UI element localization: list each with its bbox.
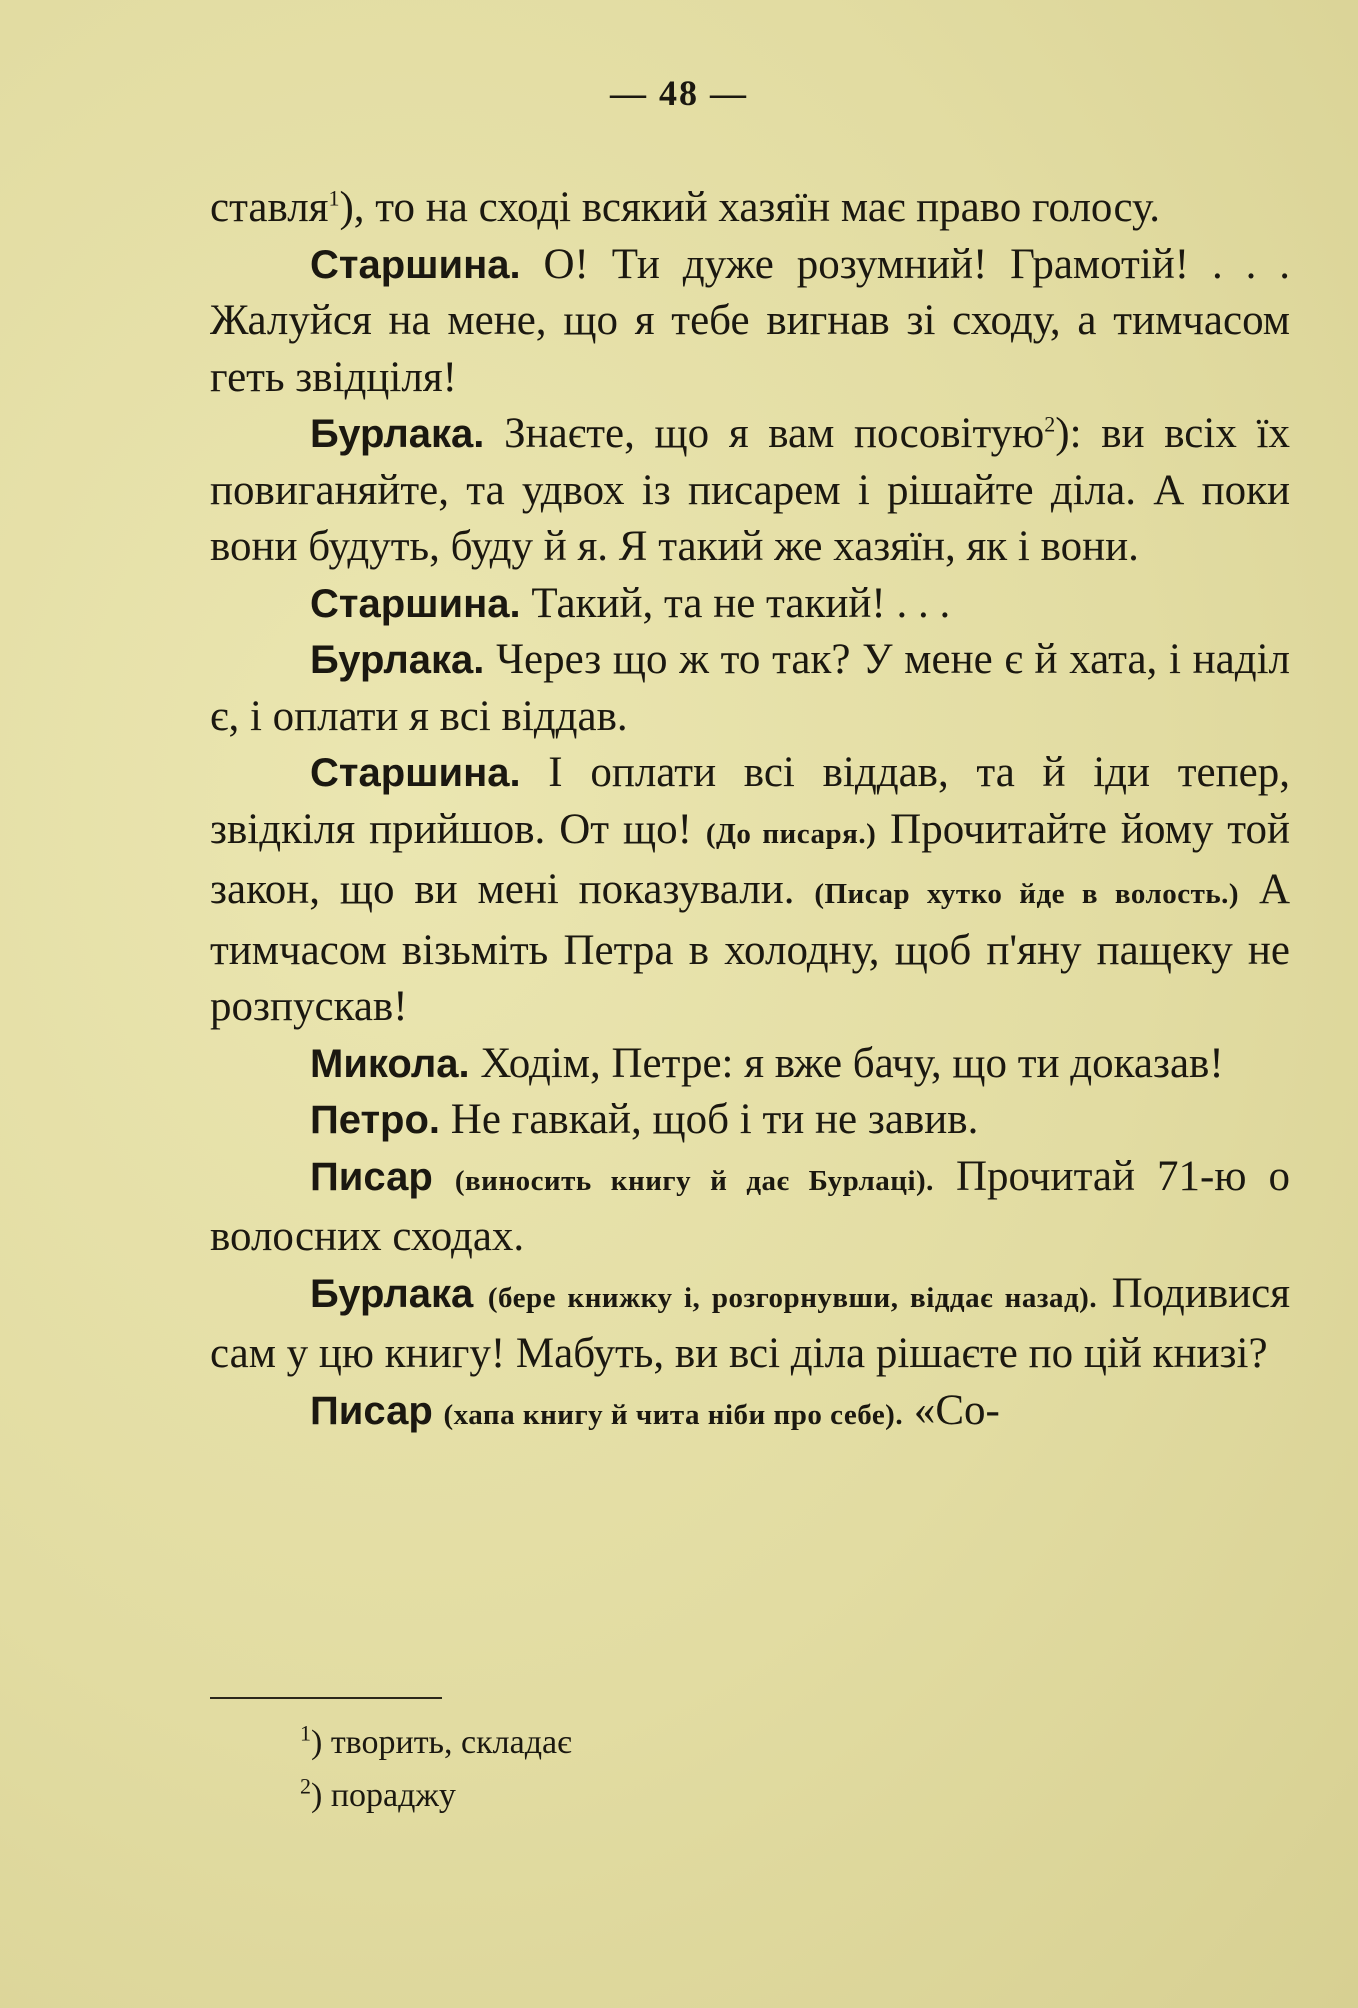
footnote-text: ) пораджу	[311, 1777, 456, 1814]
footnotes	[300, 1716, 572, 1822]
dialogue-text: О! Ти дуже розумний! Грамотій! . . . Жалуйся на мене, що я тебе вигнав зі сходу, а тимчасом геть звідціля!	[210, 240, 1290, 401]
dialogue-text: Через що ж то так? У мене є й хата, і наділ є, і оплати я всі віддав.	[210, 636, 1290, 740]
dialogue-text: Ходім, Петре: я вже бачу, що ти доказав!	[469, 1039, 1224, 1087]
dialogue-text: Такий, та не такий! . . .	[520, 579, 951, 627]
speaker-name: Петро.	[310, 1098, 441, 1142]
stage-direction: (Писар хутко йде в волость.)	[814, 878, 1240, 910]
dialogue-text: ставля	[210, 184, 329, 231]
dialogue-paragraph	[210, 576, 1290, 633]
footnote-divider	[210, 1697, 442, 1699]
dialogue-paragraph	[210, 745, 1290, 1036]
dialogue-text: І оплати всі віддав, та й іди тепер, звідкіля прийшов. От що!	[210, 749, 1290, 853]
speaker-name: Старшина.	[310, 581, 521, 626]
speaker-name: Бурлака.	[310, 412, 485, 456]
speaker-name: Писар	[310, 1388, 433, 1433]
dialogue-text: А тимчасом візьміть Петра в холодну, щоб п'яну пащеку не розпускав!	[210, 866, 1290, 1030]
stage-direction: (виносить книгу й дає Бурлаці).	[454, 1164, 934, 1197]
dialogue-paragraph	[210, 1383, 1290, 1444]
stage-direction: (бере книжку і, розгорнувши, віддає назад).	[487, 1281, 1098, 1314]
dialogue-text: Не гавкай, щоб і ти не завив.	[440, 1096, 979, 1143]
dialogue-paragraph	[210, 632, 1290, 745]
dialogue-paragraph	[210, 237, 1290, 407]
speaker-name: Бурлака	[310, 1271, 474, 1316]
stage-direction: (До писаря.)	[705, 817, 877, 850]
dialogue-text: Подивися сам у цю книгу! Мабуть, ви всі діла рішаєте по цій книзі?	[210, 1269, 1291, 1377]
dialogue-text	[473, 1270, 488, 1317]
dialogue-text: ), то на сході всякий хазяїн має право голосу.	[339, 184, 1160, 231]
dialogue-text	[433, 1153, 455, 1200]
speaker-name: Бурлака.	[310, 638, 485, 682]
page-number: — 48 —	[610, 73, 748, 113]
continuation-paragraph	[210, 180, 1290, 237]
dialogue-text: Прочитайте йому той закон, що ви мені показували.	[210, 805, 1290, 913]
play-text	[210, 180, 1290, 1443]
speaker-name: Старшина.	[310, 751, 521, 795]
footnote-ref: 1	[328, 185, 340, 211]
dialogue-paragraph	[210, 406, 1290, 576]
dialogue-paragraph	[210, 1149, 1290, 1266]
speaker-name: Писар	[310, 1154, 433, 1199]
footnote-mark: 2	[300, 1773, 311, 1799]
speaker-name: Микола.	[310, 1041, 470, 1086]
footnote-ref: 2	[1044, 411, 1056, 437]
dialogue-paragraph	[210, 1092, 1290, 1149]
footnote	[300, 1716, 572, 1769]
speaker-name: Старшина.	[310, 242, 521, 287]
dialogue-text: ): ви всіх їх повиганяйте, та удвох із писарем і рішайте діла. А поки вони будуть, буду й я. Я такий же хазяїн, як і вони.	[210, 410, 1290, 570]
dialogue-paragraph	[210, 1266, 1290, 1383]
dialogue-text: «Со-	[903, 1386, 1000, 1434]
footnote-text: ) творить, складає	[311, 1724, 572, 1761]
footnote-mark: 1	[300, 1720, 311, 1746]
footnote	[300, 1769, 572, 1822]
dialogue-text	[433, 1387, 444, 1434]
dialogue-text: Знаєте, що я вам посовітую	[484, 410, 1045, 457]
stage-direction: (хапа книгу й чита ніби про себе).	[443, 1398, 904, 1431]
dialogue-paragraph	[210, 1036, 1290, 1093]
dialogue-text: Прочитай 71-ю о волосних сходах.	[210, 1152, 1291, 1260]
